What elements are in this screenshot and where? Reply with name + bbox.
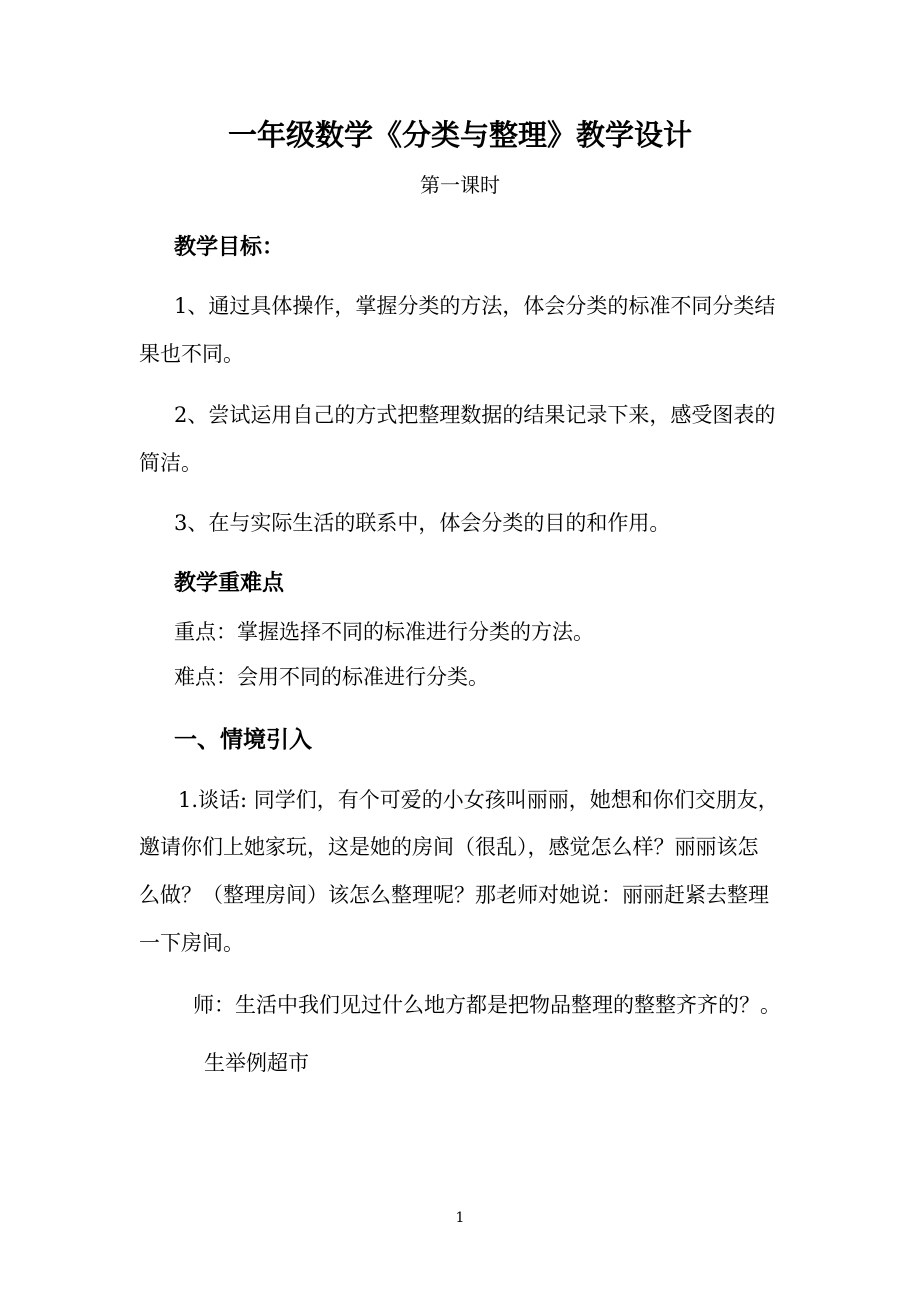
objective-1-line-2: 果也不同。: [139, 342, 244, 366]
document-title: 一年级数学《分类与整理》教学设计: [227, 118, 692, 152]
objectives-heading: 教学目标：: [174, 235, 285, 260]
intro-paragraph-line-4: 一下房间。: [139, 931, 244, 955]
key-point-focus: 重点：掌握选择不同的标准进行分类的方法。: [174, 620, 594, 644]
intro-paragraph-line-3: 么做？（整理房间）该怎么整理呢？那老师对她说：丽丽赶紧去整理: [139, 883, 769, 907]
objective-3: 3、在与实际生活的联系中，体会分类的目的和作用。: [174, 511, 671, 535]
intro-paragraph-line-2: 邀请你们上她家玩，这是她的房间（很乱），感觉怎么样？丽丽该怎: [139, 835, 759, 859]
objective-1-line-1: 1、通过具体操作，掌握分类的方法，体会分类的标准不同分类结: [174, 294, 776, 318]
page-number: 1: [455, 1210, 465, 1226]
intro-paragraph-line-1: 1.谈话: 同学们，有个可爱的小女孩叫丽丽，她想和你们交朋友，: [178, 788, 779, 812]
objective-2-line-1: 2、尝试运用自己的方式把整理数据的结果记录下来，感受图表的: [174, 403, 776, 427]
key-point-difficulty: 难点：会用不同的标准进行分类。: [174, 665, 489, 689]
teacher-prompt: 师：生活中我们见过什么地方都是把物品整理的整整齐齐的？。: [193, 993, 781, 1017]
intro-heading: 一、情境引入: [174, 727, 312, 753]
key-points-heading: 教学重难点: [174, 571, 285, 596]
student-response: 生举例超市: [204, 1051, 309, 1075]
objective-2-line-2: 简洁。: [139, 451, 202, 475]
document-subtitle: 第一课时: [420, 173, 500, 197]
